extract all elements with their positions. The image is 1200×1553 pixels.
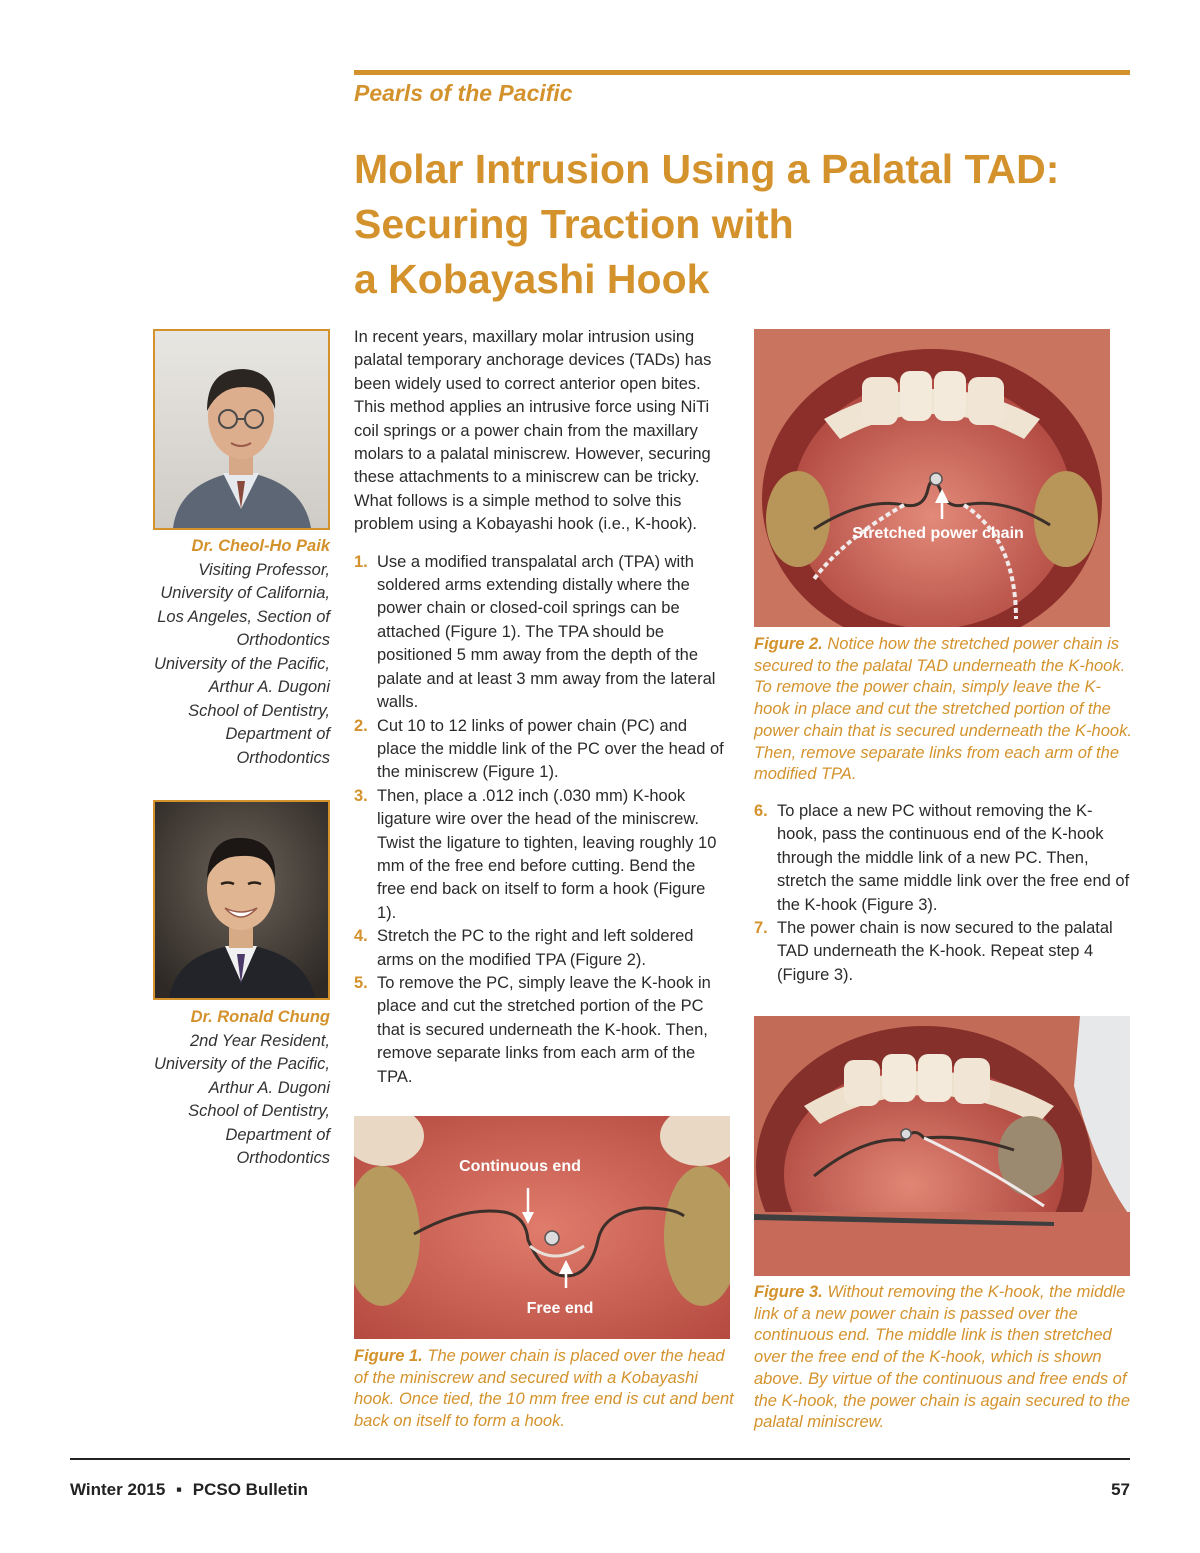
list-item: 5. To remove the PC, simply leave the K-hook in place and cut the stretched portion of the PC that is secured underneath the K-hook. Then, remove separate links from each arm of the TPA. bbox=[354, 973, 711, 1086]
body-column-middle bbox=[354, 326, 726, 1089]
figure-1-caption bbox=[354, 1346, 734, 1433]
author-affiliation-line: Los Angeles, Section of bbox=[157, 607, 330, 626]
figure-1-caption-text: The power chain is placed over the head of the miniscrew and secured with a Kobayashi hook. Once tied, the 10 mm free end is cut and bent back on itself to form a hook. bbox=[354, 1347, 734, 1431]
author-photo-chung bbox=[153, 800, 330, 1000]
list-item: 4. Stretch the PC to the right and left soldered arms on the modified TPA (Figure 2). bbox=[354, 927, 694, 969]
author-affiliation-line: 2nd Year Resident, bbox=[189, 1031, 330, 1050]
author-affiliation-line: Department of bbox=[225, 725, 330, 743]
figure-2-label: Stretched power chain bbox=[852, 525, 1024, 542]
list-item: 2. Cut 10 to 12 links of power chain (PC) and place the middle link of the PC over the head of the miniscrew (Figure 1). bbox=[354, 716, 724, 782]
list-item: 6. To place a new PC without removing the K-hook, pass the continuous end of the K-hook through the middle link of a new PC. Then, stretch the same middle link over the free end of the K-hook (Figure 3). bbox=[754, 802, 1130, 914]
author-affiliation-line: Arthur A. Dugoni bbox=[208, 1078, 330, 1097]
author-info-paik bbox=[130, 535, 330, 770]
title-line: Securing Traction with bbox=[354, 201, 794, 247]
figure-2-caption bbox=[754, 634, 1134, 786]
footer-publication bbox=[70, 1480, 308, 1500]
steps-list bbox=[354, 551, 726, 1089]
title-line: Molar Intrusion Using a Palatal TAD: bbox=[354, 146, 1060, 192]
intro-paragraph: In recent years, maxillary molar intrusion using palatal temporary anchorage devices (TADs) has been widely used to correct anterior open bites. This method applies an intrusive force using NiTi coil springs or a power chain from the maxillary molars to a palatal miniscrew. However, securing these attachments to a miniscrew can be tricky. What follows is a simple method to solve this problem using a Kobayashi hook (i.e., K-hook). bbox=[354, 328, 712, 534]
author-affiliation-line: Visiting Professor, bbox=[198, 560, 330, 579]
author-photo-paik bbox=[153, 329, 330, 530]
figure-3-image bbox=[754, 1016, 1130, 1276]
steps-list-continued bbox=[754, 800, 1130, 987]
figure-1-label-continuous: Continuous end bbox=[459, 1158, 581, 1175]
author-affiliation-line: Department of bbox=[225, 1125, 330, 1144]
author-affiliation-line: School of Dentistry, bbox=[188, 1102, 330, 1120]
author-affiliation-line: Orthodontics bbox=[236, 631, 330, 649]
figure-1-image bbox=[354, 1116, 730, 1339]
section-label: Pearls of the Pacific bbox=[354, 80, 573, 106]
page-number: 57 bbox=[1111, 1480, 1130, 1499]
author-affiliation-line: University of the Pacific, bbox=[153, 654, 330, 673]
author-affiliation-line: Arthur A. Dugoni bbox=[208, 678, 330, 696]
figure-2-caption-label: Figure 2. bbox=[754, 635, 823, 653]
list-item: 3. Then, place a .012 inch (.030 mm) K-hook ligature wire over the head of the miniscrew. Twist the ligature to tighten, leaving roughly 10 mm of the free end before cutting. Bend the free end back on itself to form a hook (Figure 1). bbox=[354, 786, 717, 922]
figure-1-label-free: Free end bbox=[526, 1300, 594, 1317]
title-line: a Kobayashi Hook bbox=[354, 256, 710, 302]
author-name: Dr. Cheol-Ho Paik bbox=[191, 537, 330, 555]
list-item: 1. Use a modified transpalatal arch (TPA) with soldered arms extending distally where the power chain or closed-coil springs can be attached (Figure 1). The TPA should be positioned 5 mm away from the depth of the palate and at least 3 mm away from the lateral walls. bbox=[354, 552, 716, 712]
figure-2-image bbox=[754, 329, 1110, 627]
list-item: 7. The power chain is now secured to the palatal TAD underneath the K-hook. Repeat step 4 (Figure 3). bbox=[754, 919, 1113, 984]
article-title bbox=[354, 142, 1134, 307]
figure-1-caption-label: Figure 1. bbox=[354, 1347, 423, 1365]
footer-issue: Winter 2015 bbox=[70, 1480, 166, 1499]
figure-3-caption-text: Without removing the K-hook, the middle link of a new power chain is passed over the continuous end. The middle link is then stretched over the free end of the K-hook, which is shown above. By virtue of the continuous and free ends of the K-hook, the power chain is again secured to the palatal miniscrew. bbox=[754, 1283, 1131, 1432]
footer-rule bbox=[70, 1458, 1130, 1460]
figure-3-caption-label: Figure 3. bbox=[754, 1283, 823, 1301]
figure-2-caption-text: Notice how the stretched power chain is secured to the palatal TAD underneath the K-hook. To remove the power chain, simply leave the K-hook in place and cut the stretched portion of the power chain that is secured underneath the K-hook. Then, remove separate links from each arm of the modified TPA. bbox=[754, 635, 1132, 784]
top-rule bbox=[354, 70, 1130, 75]
author-name: Dr. Ronald Chung bbox=[190, 1008, 330, 1026]
figure-3-caption bbox=[754, 1282, 1134, 1434]
author-affiliation-line: Orthodontics bbox=[236, 1149, 330, 1167]
author-affiliation-line: University of California, bbox=[160, 584, 330, 602]
author-affiliation-line: University of the Pacific, bbox=[153, 1055, 330, 1073]
footer-title: PCSO Bulletin bbox=[192, 1480, 309, 1499]
author-info-chung bbox=[130, 1006, 330, 1171]
author-affiliation-line: School of Dentistry, bbox=[188, 701, 330, 720]
footer-separator: ▪ bbox=[176, 1480, 183, 1499]
body-column-right bbox=[754, 800, 1130, 987]
author-affiliation-line: Orthodontics bbox=[236, 748, 330, 767]
